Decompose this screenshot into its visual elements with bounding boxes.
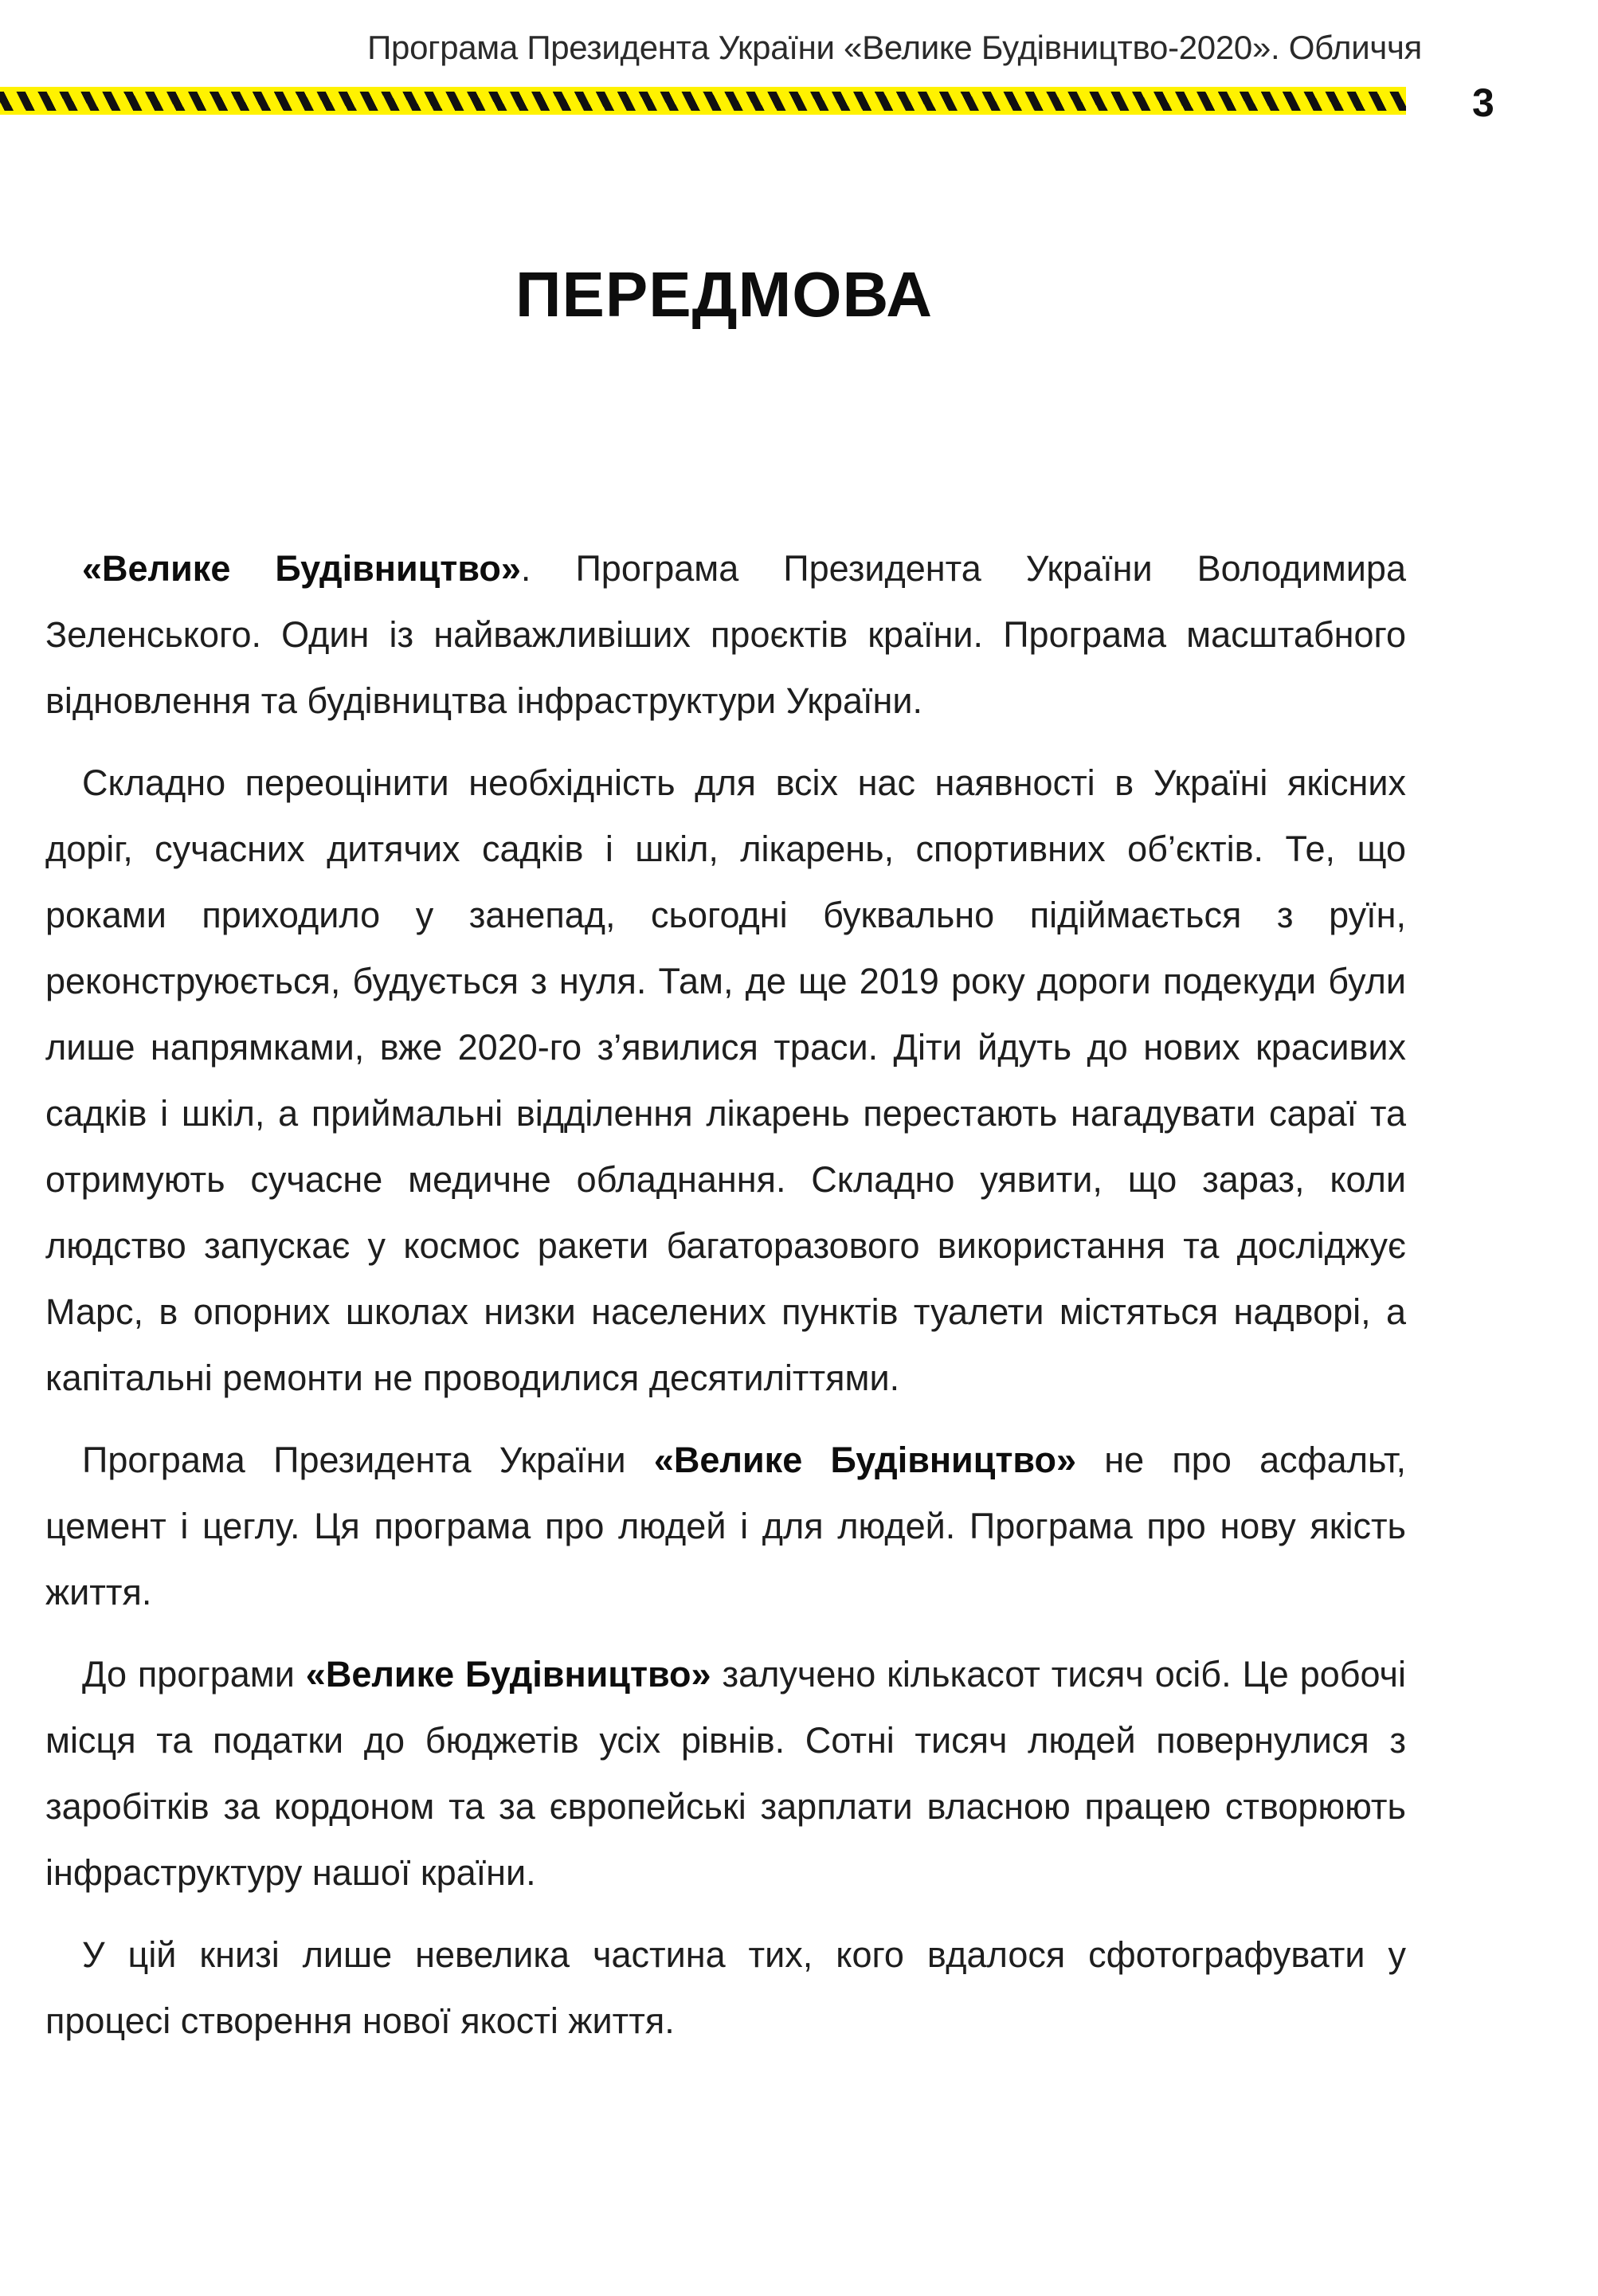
paragraph-1 — [45, 535, 1406, 734]
page-number: 3 — [1472, 80, 1494, 125]
paragraph-4 — [45, 1641, 1406, 1906]
paragraph-2-text: Складно переоцінити необхідність для всіх нас наявності в Україні якісних доріг, сучасних дитячих садків і шкіл, лікарень, спортивних об’єктів. Те, що роками приходило у занепад, сьогодні буквально підіймається з руїн, реконструюється, будується з нуля. Там, де ще 2019 року дороги подекуди були лише напрямками, вже 2020-го з’явилися траси. Діти йдуть до нових красивих садків і шкіл, а приймальні відділення лікарень перестають нагадувати сараї та отримують сучасне медичне обладнання. Складно уявити, що зараз, коли людство запускає у космос ракети багаторазового використання та досліджує Марс, в опорних школах низки населених пунктів туалети містяться надворі, а капітальні ремонти не проводилися десятиліттями. — [45, 762, 1406, 1398]
hazard-stripe-band — [0, 87, 1406, 115]
paragraph-3-text-after: не про асфальт, цемент і цеглу. Ця програма про людей і для людей. Програма про нову якість життя. — [45, 1440, 1407, 1612]
running-header: Програма Президента України «Велике Будівництво-2020». Обличчя — [367, 29, 1422, 66]
paragraph-2 — [45, 750, 1406, 1411]
paragraph-4-bold: «Велике Будівництво» — [305, 1654, 711, 1695]
paragraph-5-text: У цій книзі лише невелика частина тих, кого вдалося сфотографувати у процесі створення нової якості життя. — [45, 1934, 1406, 2041]
page-title: ПЕРЕДМОВА — [515, 259, 933, 330]
paragraph-1-text: . Програма Президента України Володимира Зеленського. Один із найважливіших проєктів країни. Програма масштабного відновлення та будівництва інфраструктури України. — [45, 548, 1406, 721]
paragraph-3-text-before: Програма Президента України — [82, 1440, 654, 1480]
paragraph-5 — [45, 1922, 1406, 2054]
paragraph-3-bold: «Велике Будівництво» — [653, 1440, 1077, 1480]
paragraph-4-text-before: До програми — [82, 1654, 306, 1695]
body-text — [45, 535, 1406, 2070]
paragraph-4-text-after: залучено кількасот тисяч осіб. Це робочі місця та податки до бюджетів усіх рівнів. Сотні тисяч людей повернулися з заробітків за кордоном та за європейські зарплати власною працею створюють інфраструктуру нашої країни. — [45, 1654, 1407, 1893]
paragraph-3 — [45, 1427, 1406, 1625]
paragraph-1-bold-lead: «Велике Будівництво» — [82, 548, 521, 589]
hazard-stripes-decoration — [0, 92, 1406, 111]
